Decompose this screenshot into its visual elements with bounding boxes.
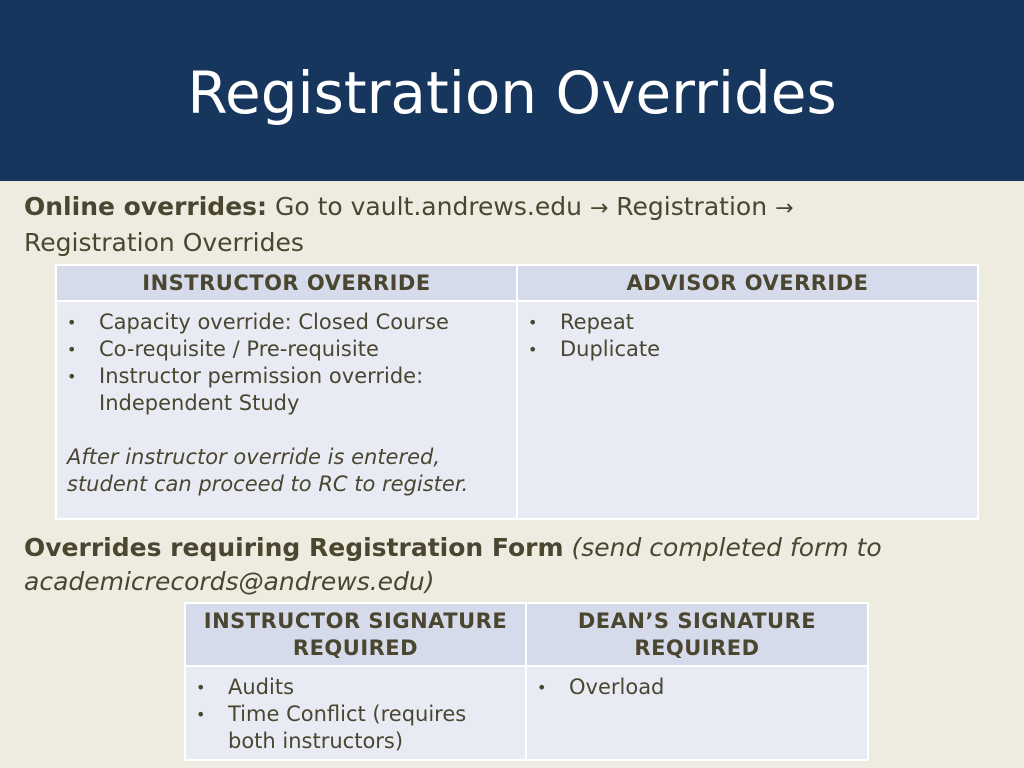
- bullet-icon: •: [528, 340, 538, 359]
- list-item-text: Repeat: [560, 310, 634, 334]
- table-header-row: [185, 603, 868, 666]
- advisor-override-list: [528, 309, 967, 363]
- table-row: [185, 666, 868, 760]
- list-item-text: Instructor permission override: Independent Study: [99, 364, 424, 415]
- list-item-text: Duplicate: [560, 337, 661, 361]
- list-item-text: Capacity override: Closed Course: [99, 310, 449, 334]
- instructor-override-header: INSTRUCTOR OVERRIDE: [56, 265, 517, 301]
- list-item: [67, 363, 506, 417]
- instructor-signature-list: [196, 674, 515, 755]
- online-overrides-text-1: Go to vault.andrews.edu: [267, 192, 590, 221]
- advisor-override-cell: [517, 301, 978, 519]
- bullet-icon: •: [537, 678, 547, 697]
- arrow-right-icon: →: [589, 196, 609, 221]
- instructor-override-list: [67, 309, 506, 417]
- online-overrides-table: [55, 264, 979, 520]
- instructor-override-cell: [56, 301, 517, 519]
- list-item-text: Co-requisite / Pre-requisite: [99, 337, 379, 361]
- registration-form-label: Overrides requiring Registration Form: [24, 533, 564, 562]
- dean-signature-cell: [526, 666, 868, 760]
- dean-signature-list: [537, 674, 857, 701]
- bullet-icon: •: [67, 313, 77, 332]
- online-overrides-text-3: Registration Overrides: [24, 228, 304, 257]
- table-header-row: [56, 265, 978, 301]
- bullet-icon: •: [67, 367, 77, 386]
- arrow-right-icon: →: [775, 196, 794, 221]
- advisor-override-header: ADVISOR OVERRIDE: [517, 265, 978, 301]
- online-overrides-text-2: Registration: [608, 192, 775, 221]
- bullet-icon: •: [196, 678, 206, 697]
- instructor-signature-cell: [185, 666, 526, 760]
- registration-form-note: (send completed form to academicrecords@andrews.edu): [24, 533, 882, 596]
- bullet-icon: •: [67, 340, 77, 359]
- dean-signature-header: DEAN’S SIGNATURE REQUIRED: [526, 603, 868, 666]
- list-item-text: Time Conflict (requires both instructors): [228, 702, 467, 753]
- list-item: [196, 674, 515, 701]
- list-item-text: Overload: [569, 675, 665, 699]
- list-item: [537, 674, 857, 701]
- list-item: [67, 336, 506, 363]
- online-overrides-label: Online overrides:: [24, 192, 268, 221]
- registration-form-table: [184, 602, 869, 761]
- slide-title: Registration Overrides: [187, 59, 837, 127]
- table-row: [56, 301, 978, 519]
- list-item: [528, 336, 967, 363]
- title-bar: [0, 0, 1024, 181]
- online-overrides-paragraph: [24, 190, 1014, 260]
- instructor-signature-header: INSTRUCTOR SIGNATURE REQUIRED: [185, 603, 526, 666]
- list-item-text: Audits: [228, 675, 295, 699]
- list-item: [528, 309, 967, 336]
- bullet-icon: •: [528, 313, 538, 332]
- instructor-override-note: After instructor override is entered, student can proceed to RC to register.: [67, 445, 469, 496]
- bullet-icon: •: [196, 705, 206, 724]
- registration-form-paragraph: [24, 531, 1014, 599]
- list-item: [67, 309, 506, 336]
- list-item: [196, 701, 515, 755]
